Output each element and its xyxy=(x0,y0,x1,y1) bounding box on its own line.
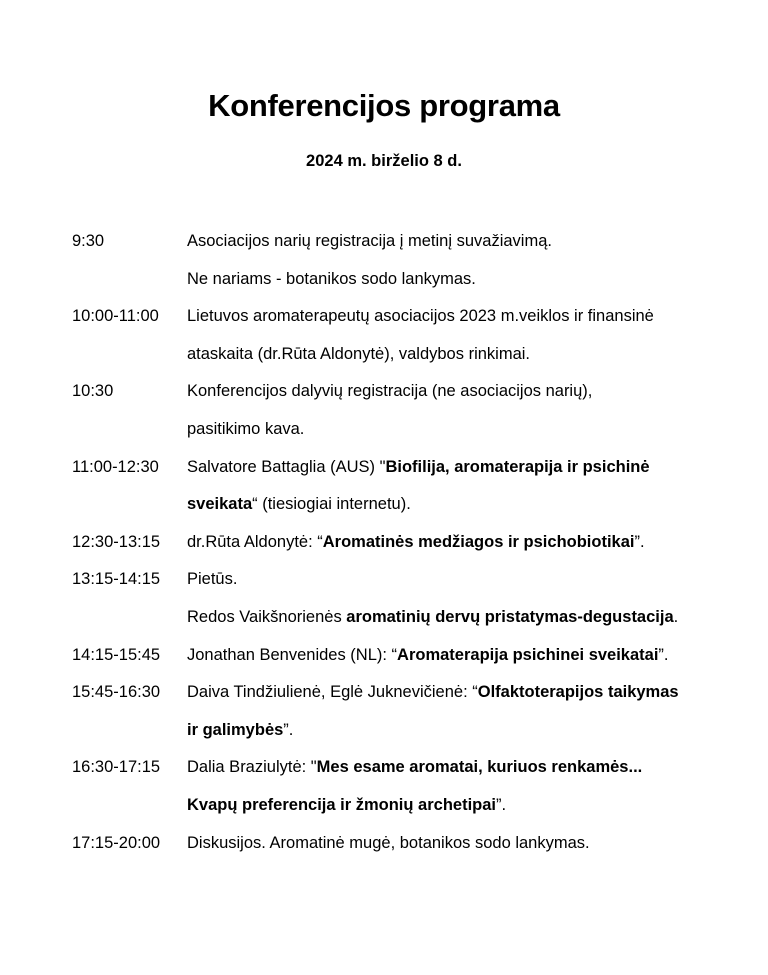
program-highlight: aromatinių dervų pristatymas-degustacija xyxy=(346,607,674,626)
program-line xyxy=(187,674,732,712)
program-row xyxy=(72,825,732,863)
program-row xyxy=(72,637,732,675)
program-line xyxy=(187,223,732,261)
program-description xyxy=(187,749,732,824)
program-line xyxy=(187,825,732,863)
page-title: Konferencijos programa xyxy=(208,88,560,123)
program-row xyxy=(72,298,732,373)
program-schedule xyxy=(72,223,732,862)
program-text: ”. xyxy=(658,645,669,664)
program-time: 13:15-14:15 xyxy=(72,570,161,589)
program-highlight: Aromatinės medžiagos ir psichobiotikai xyxy=(322,532,635,551)
program-text: ataskaita (dr.Rūta Aldonytė), valdybos rinkimai. xyxy=(187,344,530,363)
program-highlight: sveikata xyxy=(187,495,253,514)
program-row xyxy=(72,449,732,524)
program-row xyxy=(72,524,732,562)
program-text: Dalia Braziulytė: " xyxy=(187,758,317,777)
program-highlight: Aromaterapija psichinei sveikatai xyxy=(397,645,659,664)
program-time: 11:00-12:30 xyxy=(72,457,159,476)
program-text: pasitikimo kava. xyxy=(187,419,305,438)
program-line xyxy=(187,298,732,336)
program-row xyxy=(72,373,732,448)
program-highlight: Mes esame aromatai, kuriuos renkamės... xyxy=(316,758,643,777)
event-date: 2024 m. birželio 8 d. xyxy=(306,152,462,170)
program-highlight: Olfaktoterapijos taikymas xyxy=(477,683,679,702)
program-row xyxy=(72,223,732,298)
program-line xyxy=(187,524,732,562)
program-description xyxy=(187,298,732,373)
program-line xyxy=(187,561,732,599)
program-text: Redos Vaikšnorienės xyxy=(187,607,347,626)
program-description xyxy=(187,637,732,675)
program-text: Daiva Tindžiulienė, Eglė Juknevičienė: “ xyxy=(187,683,478,702)
program-description xyxy=(187,373,732,448)
program-time: 10:30 xyxy=(72,382,114,401)
program-line xyxy=(187,787,732,825)
program-line xyxy=(187,749,732,787)
program-text: Konferencijos dalyvių registracija (ne asociacijos narių), xyxy=(187,382,593,401)
program-text: dr.Rūta Aldonytė: “ xyxy=(187,532,323,551)
program-row xyxy=(72,561,732,636)
program-line xyxy=(187,599,732,637)
program-description xyxy=(187,674,732,749)
program-time: 15:45-16:30 xyxy=(72,683,161,702)
program-time: 14:15-15:45 xyxy=(72,645,161,664)
program-text: Jonathan Benvenides (NL): “ xyxy=(187,645,398,664)
program-highlight: ir galimybės xyxy=(187,720,284,739)
program-line xyxy=(187,411,732,449)
program-row xyxy=(72,674,732,749)
program-time: 12:30-13:15 xyxy=(72,532,161,551)
program-row xyxy=(72,749,732,824)
program-line xyxy=(187,637,732,675)
program-line xyxy=(187,486,732,524)
program-description xyxy=(187,524,732,562)
program-text: . xyxy=(673,607,679,626)
program-text: ”. xyxy=(496,795,507,814)
program-time: 16:30-17:15 xyxy=(72,758,161,777)
program-text: Pietūs. xyxy=(187,570,238,589)
program-time: 10:00-11:00 xyxy=(72,307,159,326)
program-text: ”. xyxy=(634,532,645,551)
program-text: Ne nariams - botanikos sodo lankymas. xyxy=(187,269,476,288)
program-description xyxy=(187,825,732,863)
program-text: Diskusijos. Aromatinė mugė, botanikos sodo lankymas. xyxy=(187,833,590,852)
program-line xyxy=(187,261,732,299)
program-description xyxy=(187,561,732,636)
program-time: 9:30 xyxy=(72,232,105,250)
program-text: Asociacijos narių registracija į metinį suvažiavimą. xyxy=(187,232,552,250)
program-highlight: Biofilija, aromaterapija ir psichinė xyxy=(385,457,650,476)
program-line xyxy=(187,336,732,374)
program-line xyxy=(187,373,732,411)
program-text: ”. xyxy=(283,720,294,739)
program-text: Salvatore Battaglia (AUS) " xyxy=(187,457,386,476)
program-description xyxy=(187,449,732,524)
program-line xyxy=(187,712,732,750)
program-line xyxy=(187,449,732,487)
program-text: “ (tiesiogiai internetu). xyxy=(252,495,411,514)
program-text: Lietuvos aromaterapeutų asociacijos 2023 m.veiklos ir finansinė xyxy=(187,307,654,326)
program-description xyxy=(187,223,732,298)
program-highlight: Kvapų preferencija ir žmonių archetipai xyxy=(187,795,497,814)
program-time: 17:15-20:00 xyxy=(72,833,161,852)
